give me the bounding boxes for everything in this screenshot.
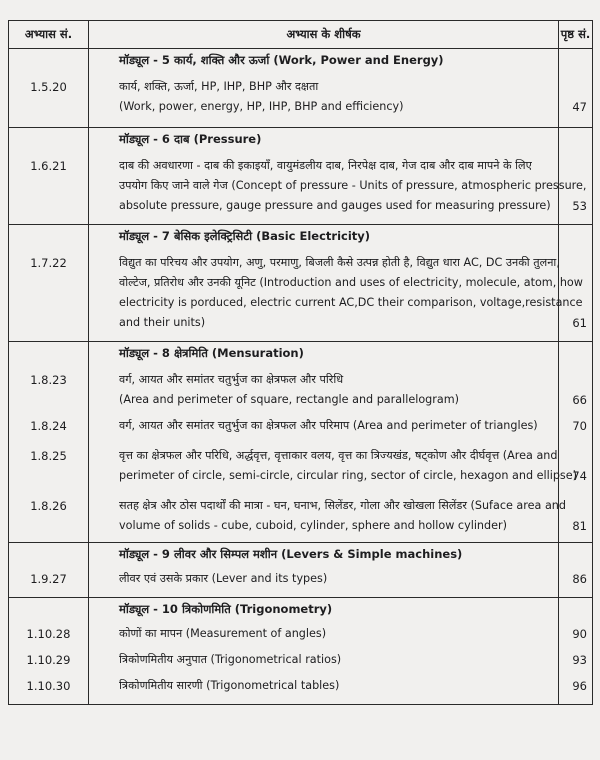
exercise-number-cell — [9, 342, 89, 543]
exercise-title-line: दाब की अवधारणा - दाब की इकाइयाँ, वायुमंडलीय दाब, निरपेक्ष दाब, गेज दाब और दाब मापने के लिए — [119, 159, 532, 172]
exercise-number: 1.5.20 — [30, 80, 67, 94]
module-title: मॉड्यूल - 6 दाब (Pressure) — [119, 132, 262, 146]
toc-table — [8, 20, 593, 705]
page-number-cell — [559, 543, 593, 598]
exercise-number: 1.9.27 — [30, 572, 67, 586]
toc-header-row — [9, 21, 593, 49]
header-page-no: पृष्ठ सं. — [559, 21, 593, 49]
exercise-number: 1.8.23 — [30, 373, 67, 387]
exercise-title-line: सतह क्षेत्र और ठोस पदार्थों की मात्रा - घन, घनाभ, सिलेंडर, गोला और खोखला सिलेंडर (Suface area and — [119, 499, 566, 512]
page-number: 74 — [572, 469, 587, 483]
exercise-title-line: perimeter of circle, semi-circle, circular ring, sector of circle, hexagon and ellipse) — [119, 469, 578, 482]
exercise-title-line: electricity is porduced, electric current AC,DC their comparison, voltage,resistance — [119, 296, 583, 309]
exercise-title-line: लीवर एवं उसके प्रकार (Lever and its types) — [119, 572, 328, 585]
module-title: मॉड्यूल - 8 क्षेत्रमिति (Mensuration) — [119, 346, 304, 360]
exercise-title-cell — [89, 598, 559, 705]
module-title: मॉड्यूल - 10 त्रिकोणमिति (Trigonometry) — [119, 602, 333, 616]
exercise-title-line: (Work, power, energy, HP, IHP, BHP and efficiency) — [119, 100, 404, 113]
module-block — [9, 128, 593, 225]
module-title: मॉड्यूल - 7 बेसिक इलेक्ट्रिसिटी (Basic Electricity) — [119, 229, 371, 243]
page-number: 61 — [572, 316, 587, 330]
module-block — [9, 342, 593, 543]
exercise-title-cell — [89, 342, 578, 543]
page-number: 81 — [572, 519, 587, 533]
page-number: 96 — [572, 679, 587, 693]
exercise-title-line: उपयोग किए जाने वाले गेज (Concept of pressure - Units of pressure, atmospheric pressure, — [119, 179, 587, 192]
exercise-number: 1.10.30 — [26, 679, 71, 693]
toc-page — [8, 20, 592, 705]
header-exercise-title: अभ्यास के शीर्षक — [89, 21, 559, 49]
page-number: 70 — [572, 419, 587, 433]
exercise-title-line: (Area and perimeter of square, rectangle and parallelogram) — [119, 393, 459, 406]
page-number: 53 — [572, 199, 587, 213]
exercise-number: 1.10.28 — [26, 627, 71, 641]
header-exercise-no: अभ्यास सं. — [9, 21, 89, 49]
module-block — [9, 225, 593, 342]
exercise-number-cell — [9, 49, 89, 128]
exercise-title-line: त्रिकोणमितीय अनुपात (Trigonometrical ratios) — [119, 653, 342, 666]
module-block — [9, 49, 593, 128]
module-title: मॉड्यूल - 9 लीवर और सिम्पल मशीन (Levers & Simple machines) — [119, 547, 463, 561]
exercise-title-line: वृत्त का क्षेत्रफल और परिधि, अर्द्धवृत्त, वृत्ताकार वलय, वृत्त का त्रिज्यखंड, षट्कोण और दीर्घवृत्त (Area and — [119, 449, 558, 462]
page-number: 86 — [572, 572, 587, 586]
page-number: 93 — [572, 653, 587, 667]
page-number: 66 — [572, 393, 587, 407]
exercise-title-line: absolute pressure, gauge pressure and gauges used for measuring pressure) — [119, 199, 551, 212]
exercise-number: 1.6.21 — [30, 159, 67, 173]
exercise-title-line: and their units) — [119, 316, 206, 329]
page-number: 47 — [572, 100, 587, 114]
page-number-cell — [559, 598, 593, 705]
page-number-cell — [559, 49, 593, 128]
exercise-number: 1.7.22 — [30, 256, 67, 270]
module-block — [9, 598, 593, 705]
exercise-number: 1.8.25 — [30, 449, 67, 463]
exercise-title-line: वर्ग, आयत और समांतर चतुर्भुज का क्षेत्रफल और परिधि — [119, 373, 344, 386]
exercise-title-cell — [89, 49, 559, 128]
exercise-number: 1.10.29 — [26, 653, 71, 667]
exercise-number-cell — [9, 598, 89, 705]
exercise-title-line: त्रिकोणमितीय सारणी (Trigonometrical tables) — [119, 679, 340, 692]
page-number: 90 — [572, 627, 587, 641]
exercise-number-cell — [9, 543, 89, 598]
module-block — [9, 543, 593, 598]
exercise-title-cell — [89, 543, 559, 598]
exercise-title-line: वर्ग, आयत और समांतर चतुर्भुज का क्षेत्रफल और परिमाप (Area and perimeter of triangles) — [119, 419, 538, 432]
exercise-title-line: volume of solids - cube, cuboid, cylinder, sphere and hollow cylinder) — [119, 519, 507, 532]
exercise-number: 1.8.26 — [30, 499, 67, 513]
exercise-title-line: कार्य, शक्ति, ऊर्जा, HP, IHP, BHP और दक्षता — [119, 80, 319, 93]
exercise-title-line: वोल्टेज, प्रतिरोध और उनकी यूनिट (Introduction and uses of electricity, molecule, atom, how — [119, 276, 583, 289]
exercise-number: 1.8.24 — [30, 419, 67, 433]
exercise-title-line: कोणों का मापन (Measurement of angles) — [119, 627, 327, 640]
exercise-title-line: विद्युत का परिचय और उपयोग, अणु, परमाणु, बिजली कैसे उत्पन्न होती है, विद्युत धारा AC, DC उनकी तुलना, — [119, 256, 560, 269]
module-title: मॉड्यूल - 5 कार्य, शक्ति और ऊर्जा (Work, Power and Energy) — [119, 53, 444, 67]
exercise-number-cell — [9, 128, 89, 225]
exercise-number-cell — [9, 225, 89, 342]
